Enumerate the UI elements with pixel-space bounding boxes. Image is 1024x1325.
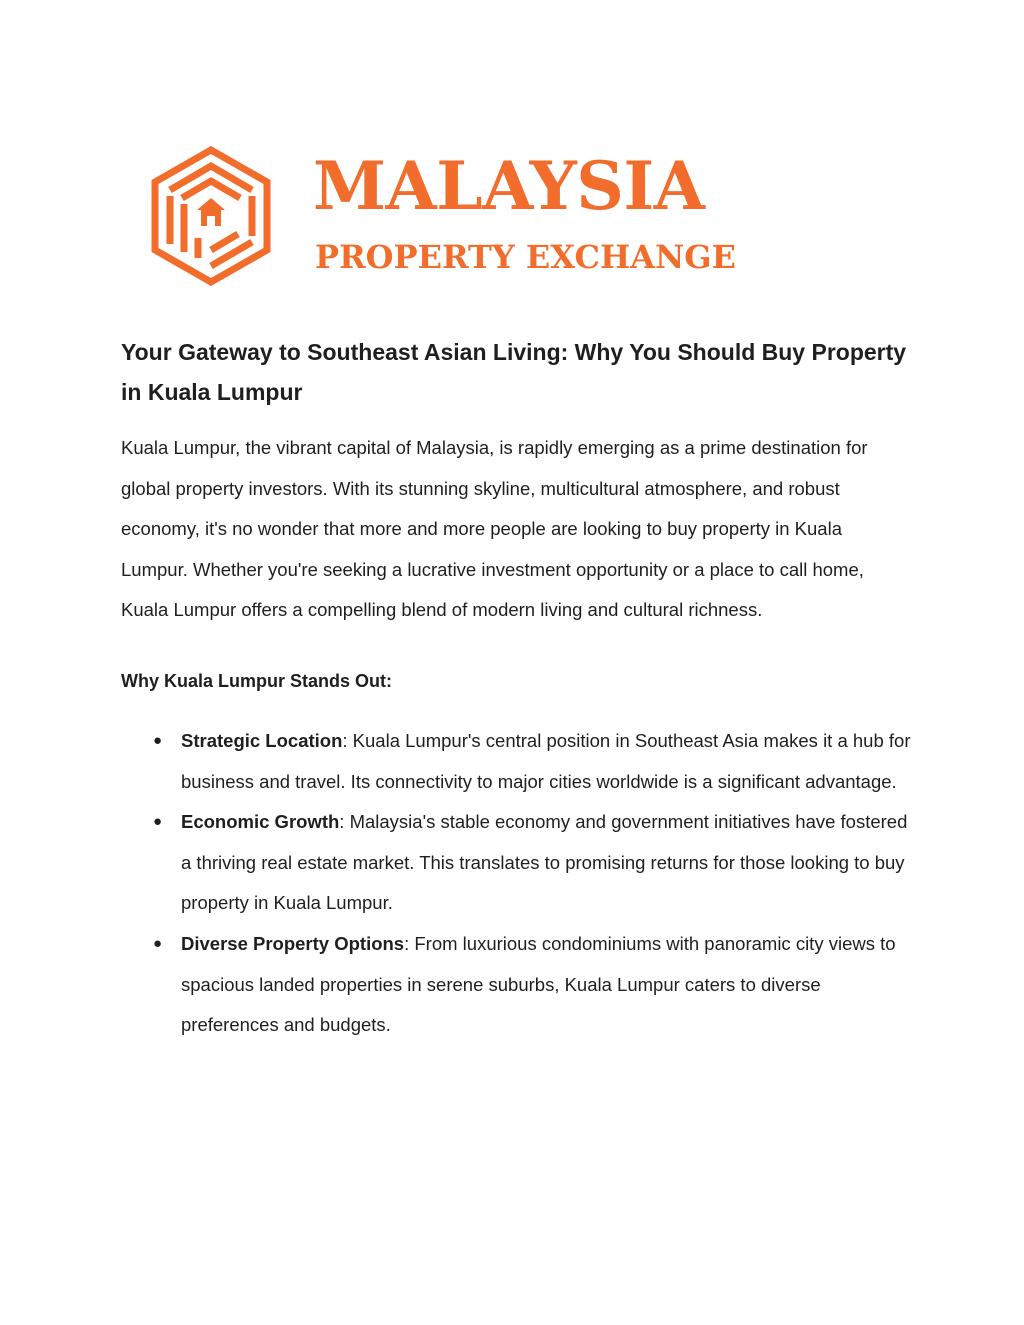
list-item (121, 721, 911, 802)
benefits-list (121, 721, 911, 1046)
list-item (121, 802, 911, 924)
logo-wordmark-line2: PROPERTY EXCHANGE (315, 238, 736, 276)
logo-wordmark-line1: MALAYSIA (313, 147, 705, 225)
company-logo (150, 146, 810, 286)
bullet-icon: ● (153, 731, 163, 749)
bullet-icon: ● (153, 934, 163, 952)
list-item (121, 924, 911, 1046)
point-text: : From luxurious condominiums with panoramic city views to spacious landed properties in serene suburbs, Kuala Lumpur caters to diverse preferences and budgets. (181, 932, 896, 1036)
point-title: Diverse Property Options (181, 932, 405, 954)
section-heading: Why Kuala Lumpur Stands Out: (121, 670, 393, 691)
point-text: : Kuala Lumpur's central position in Southeast Asia makes it a hub for business and travel. Its connectivity to major cities worldwide is a significant advantage. (181, 729, 911, 792)
bullet-icon: ● (153, 813, 163, 831)
house-cube-logo-icon (150, 146, 272, 286)
article (121, 332, 911, 1046)
point-text: : Malaysia's stable economy and government initiatives have fostered a thriving real estate market. This translates to promising returns for those looking to buy property in Kuala Lumpur. (181, 811, 908, 914)
point-title: Strategic Location (181, 729, 343, 751)
intro-paragraph: Kuala Lumpur, the vibrant capital of Malaysia, is rapidly emerging as a prime destination for global property investors. With its stunning skyline, multicultural atmosphere, and robust economy, it's no wonder that more and more people are looking to buy property in Kuala Lumpur. Whether you're seeking a lucrative investment opportunity or a place to call home, Kuala Lumpur offers a compelling blend of modern living and cultural richness. (121, 437, 868, 621)
article-title: Your Gateway to Southeast Asian Living: Why You Should Buy Property in Kuala Lumpur (121, 339, 907, 405)
point-title: Economic Growth (181, 811, 340, 833)
